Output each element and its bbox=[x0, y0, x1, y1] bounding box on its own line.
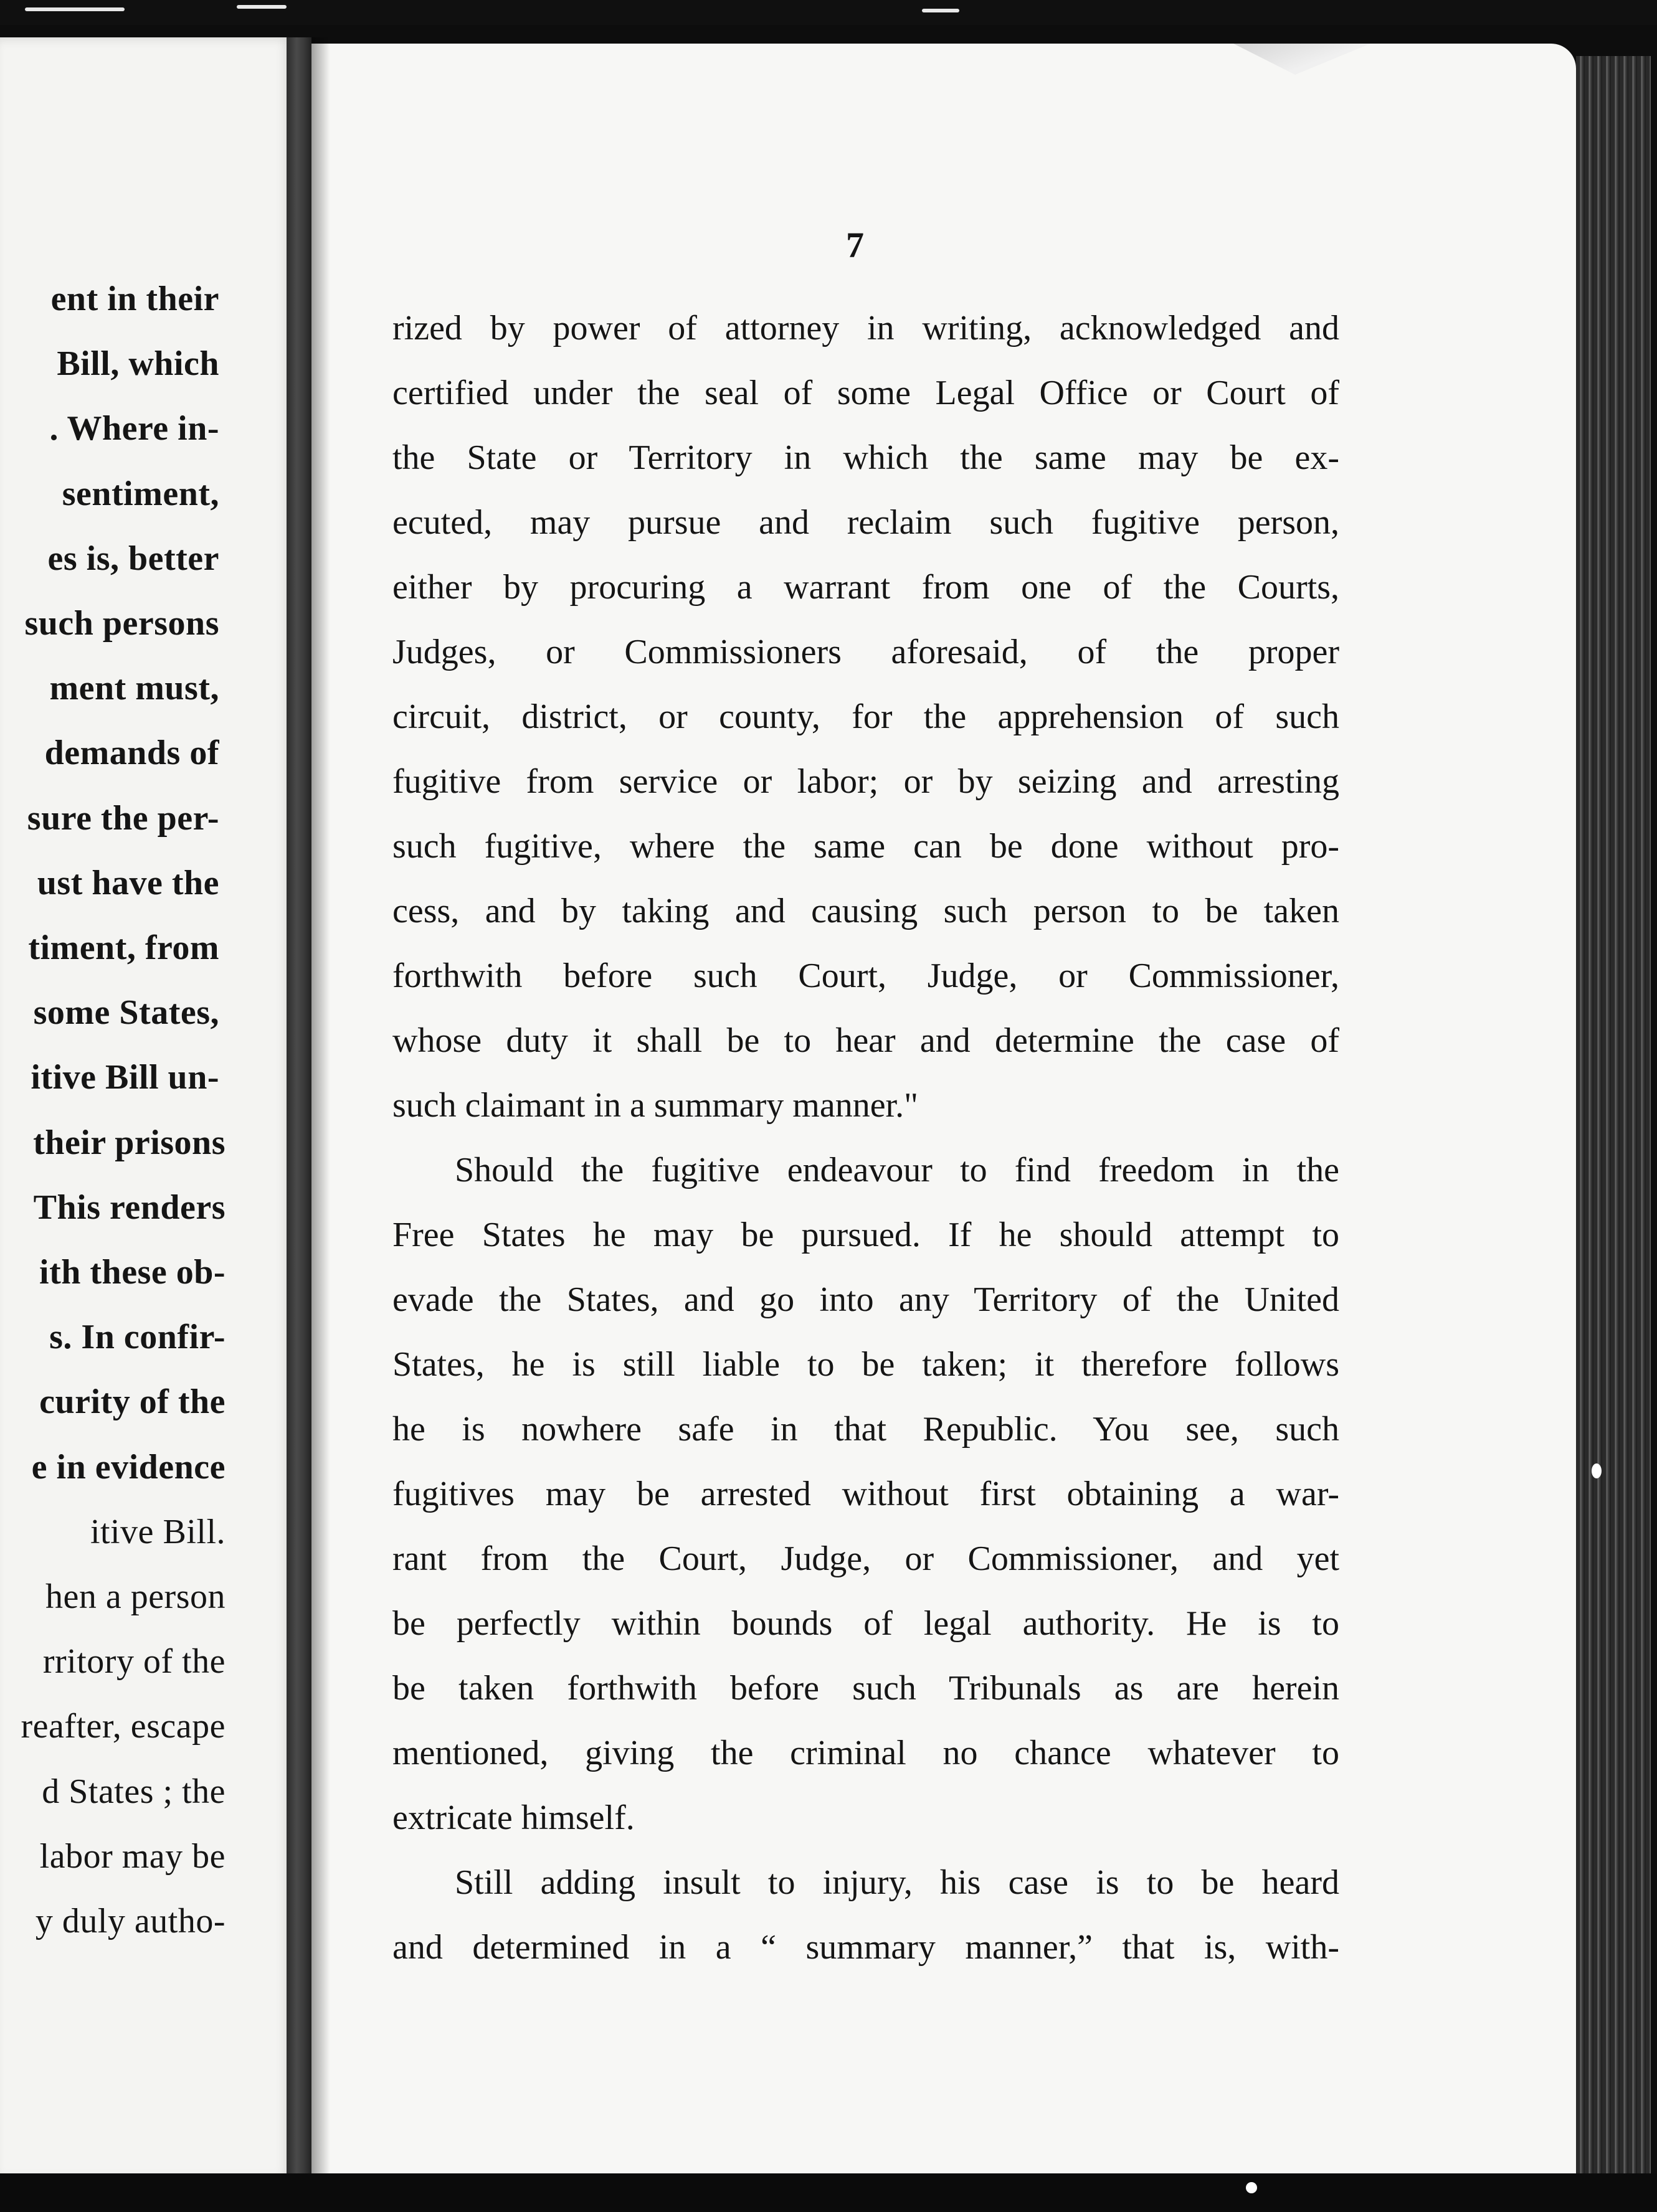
text-line: fugitives may be arrested without first obtaining a war- bbox=[392, 1475, 1339, 1513]
text-line: whose duty it shall be to hear and determine the case of bbox=[392, 1021, 1339, 1060]
text-line: be perfectly within bounds of legal authority. He is to bbox=[392, 1604, 1339, 1643]
gutter-shadow bbox=[311, 37, 330, 2180]
text-line: circuit, district, or county, for the apprehension of such bbox=[392, 697, 1339, 736]
text-line: forthwith before such Court, Judge, or Commissioner, bbox=[392, 957, 1339, 995]
scan-speck bbox=[1592, 1463, 1602, 1478]
text-line: the State or Territory in which the same may be ex- bbox=[392, 438, 1339, 477]
left-page-line: e in evidence bbox=[31, 1447, 226, 1486]
left-page-line: itive Bill. bbox=[90, 1512, 226, 1551]
left-page-line: d States ; the bbox=[42, 1772, 226, 1811]
text-line: rant from the Court, Judge, or Commissioner, and yet bbox=[392, 1539, 1339, 1578]
facing-left-page bbox=[0, 37, 293, 2180]
left-page-line: labor may be bbox=[39, 1836, 226, 1876]
text-line: rized by power of attorney in writing, acknowledged and bbox=[392, 309, 1339, 347]
text-line: mentioned, giving the criminal no chance whatever to bbox=[392, 1734, 1339, 1772]
scan-fleck bbox=[237, 5, 287, 9]
text-line: either by procuring a warrant from one of the Courts, bbox=[392, 568, 1339, 607]
scanner-top-edge bbox=[0, 0, 1657, 25]
left-page-line: itive Bill un- bbox=[31, 1058, 219, 1097]
text-line: Judges, or Commissioners aforesaid, of the proper bbox=[392, 633, 1339, 671]
scan-fleck bbox=[922, 9, 959, 12]
text-line: such fugitive, where the same can be done without pro- bbox=[392, 827, 1339, 866]
left-page-line: curity of the bbox=[39, 1382, 226, 1422]
scan-speck bbox=[1246, 2182, 1257, 2193]
left-page-line: Bill, which bbox=[57, 344, 219, 384]
left-page-line: timent, from bbox=[28, 929, 219, 967]
paragraph bbox=[392, 1138, 1339, 1850]
left-page-line: such persons bbox=[24, 604, 219, 643]
text-line: Still adding insult to injury, his case is to be heard bbox=[455, 1863, 1339, 1902]
left-page-line: es is, better bbox=[47, 539, 219, 578]
text-line: fugitive from service or labor; or by seizing and arresting bbox=[392, 762, 1339, 801]
text-line: States, he is still liable to be taken; it therefore follows bbox=[392, 1345, 1339, 1384]
left-page-line: reafter, escape bbox=[21, 1707, 226, 1746]
text-line: Should the fugitive endeavour to find freedom in the bbox=[455, 1151, 1339, 1189]
text-line: and determined in a “ summary manner,” that is, with- bbox=[392, 1928, 1339, 1967]
left-page-line: y duly autho- bbox=[35, 1902, 226, 1940]
paragraph bbox=[392, 1850, 1339, 1980]
left-page-line: their prisons bbox=[33, 1123, 226, 1162]
text-line: certified under the seal of some Legal Office or Court of bbox=[392, 374, 1339, 412]
left-page-line: ent in their bbox=[50, 280, 219, 318]
text-line: evade the States, and go into any Territory of the United bbox=[392, 1280, 1339, 1319]
text-line: he is nowhere safe in that Republic. You see, such bbox=[392, 1410, 1339, 1449]
book-gutter bbox=[287, 37, 311, 2180]
page-edges-stack bbox=[1576, 56, 1651, 2186]
left-page-line: some States, bbox=[33, 993, 219, 1033]
text-line: be taken forthwith before such Tribunals as are herein bbox=[392, 1669, 1339, 1708]
page-number: 7 bbox=[846, 225, 864, 265]
left-page-line: ust have the bbox=[37, 863, 219, 902]
left-page-line: hen a person bbox=[45, 1577, 226, 1616]
left-page-line: This renders bbox=[33, 1188, 226, 1227]
scanner-bottom-edge bbox=[0, 2173, 1657, 2212]
text-line: ecuted, may pursue and reclaim such fugitive person, bbox=[392, 503, 1339, 542]
paragraph bbox=[392, 296, 1339, 1138]
text-line: extricate himself. bbox=[392, 1798, 635, 1837]
scan-fleck bbox=[25, 7, 125, 11]
left-page-line: . Where in- bbox=[49, 409, 219, 448]
body-text bbox=[392, 296, 1339, 1980]
left-page-line: sure the per- bbox=[27, 798, 219, 838]
left-page-line: sentiment, bbox=[62, 474, 219, 513]
text-line: cess, and by taking and causing such person to be taken bbox=[392, 892, 1339, 930]
text-line: Free States he may be pursued. If he should attempt to bbox=[392, 1216, 1339, 1254]
text-line: such claimant in a summary manner." bbox=[392, 1086, 918, 1125]
left-page-line: ment must, bbox=[49, 669, 219, 708]
left-page-line: s. In confir- bbox=[49, 1318, 226, 1357]
left-page-line: ith these ob- bbox=[39, 1253, 226, 1292]
left-page-line: demands of bbox=[44, 734, 219, 773]
left-page-line: rritory of the bbox=[42, 1642, 226, 1681]
